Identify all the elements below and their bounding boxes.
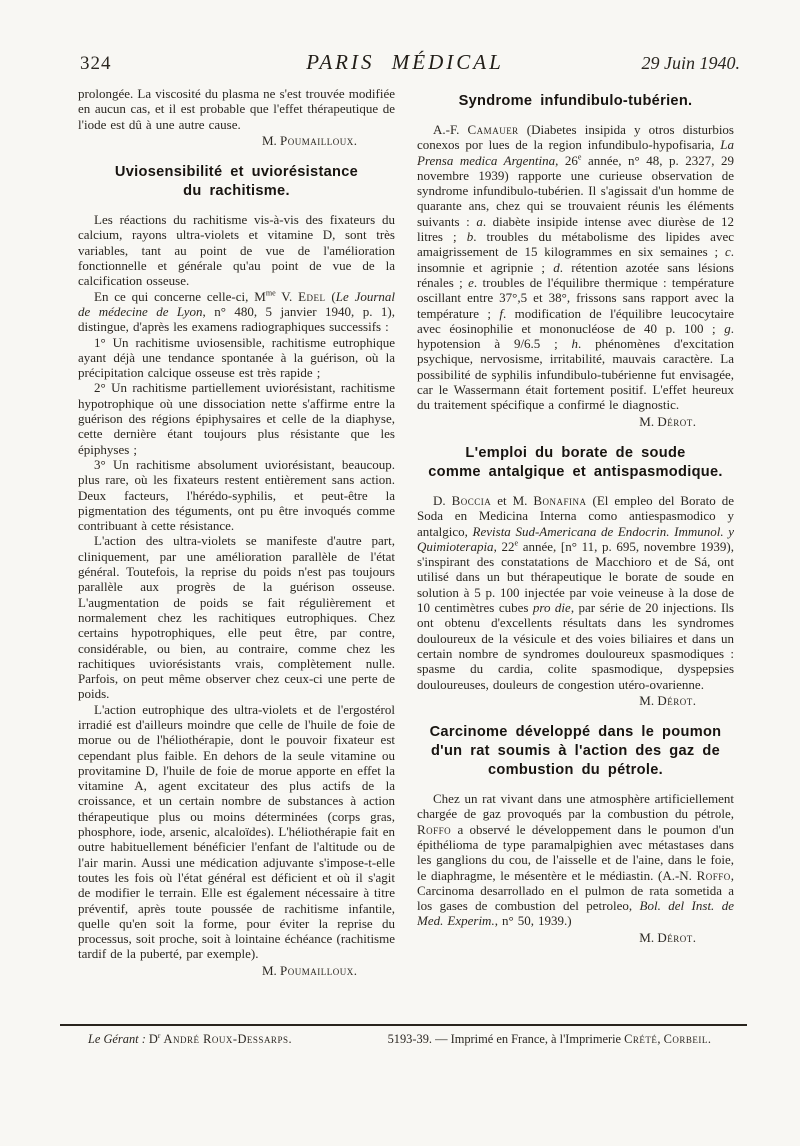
left-column [78, 86, 395, 1022]
text-segment: Roffo [696, 867, 731, 883]
text-segment: Poumailloux [280, 132, 354, 148]
text-segment: Roffo [417, 821, 452, 837]
author-signature [78, 133, 395, 148]
text-segment: Dérot [657, 413, 693, 429]
heading-line: Carcinome développé dans le poumon [429, 724, 722, 741]
text-segment: . [692, 929, 696, 945]
text-segment: Bol. del Inst. de Med. Experim. [417, 898, 734, 929]
text-segment: L'action eutrophique des ultra-violets et de l'ergostérol irradié est d'ailleurs moindre que celle de l'huile de foie de morue ou de l'héliothérapie, dont le pouvoir fixateur est cependant plus faible. En dehors de la seule vitamine ou provitamine D, l'huile de foie de morue apporte en effet la vitamine A, agent excitateur des plus actifs de la croissance, et un certain nombre de substances à action thérapeutique plus ou moins déterminées (corps gras, phosphore, iode, arsenic, alcaloïdes). L'héliothérapie fait en outre habituellement bénéficier l'enfant de l'altitude ou de l'air marin. Aussi une médication adjuvante s'impose-t-elle toutes les fois où l'état général est déficient et où il s'agit de modifier le terrain. Elle est également nécessaire à titre préventif, après toute poussée de rachitisme infantile, quelle qu'en soit la forme, pour éviter la reprise du processus, soit proche, soit à lointaine échéance (rachitisme tardif de la puberté, par exemple). [78, 701, 395, 962]
text-segment: , 22 [493, 538, 515, 554]
text-segment: , par série de 20 injections. Ils ont obtenu d'excellents résultats dans les syndromes douloureux de la vésicule et des voies biliaires et dans un certain nombre de syndromes douloureux spasmodiques : spasme du cardia, colite spasmodique, dyspepsies douloureuses, douleurs de congestion utéro-ovarienne. [417, 600, 734, 692]
section-heading [423, 92, 728, 111]
body-paragraph [78, 380, 395, 456]
text-segment: V. [275, 288, 299, 304]
text-segment: et M. [491, 492, 534, 508]
text-segment: a [476, 213, 483, 229]
right-column [417, 86, 734, 1022]
text-segment: ( [325, 288, 336, 304]
text-segment: , [657, 1032, 664, 1046]
text-segment: . diabète insipide intense avec diurèse de 12 litres ; [417, 213, 734, 245]
text-segment: M. [261, 962, 281, 978]
body-paragraph [78, 335, 395, 381]
text-segment: A.-F. [433, 122, 468, 137]
body-paragraph [78, 86, 395, 132]
heading-line: d'un rat soumis à l'action des gaz de [430, 743, 721, 760]
text-segment: b [466, 229, 474, 245]
text-segment: a observé le développement dans le poumon d'un épithélioma de type paramalpighien avec métastases dans les ganglions du cou, de l'aisselle et de l'aine, dans le foie, le diaphragme, le mésentère et le médiastin. (A.-N. [417, 821, 734, 883]
author-signature [417, 414, 734, 429]
text-segment: année, [n° 11, p. 695, novembre 1939), s'inspirant des constatations de Macchioro et de Sá, ont utilisé dans un but thérapeutique le borate de soude en solution à 5 p. 100 injectée par voie veineuse à la dose de 10 centimètres cubes [417, 538, 734, 616]
text-segment: r [157, 1030, 161, 1040]
page-footer [60, 1032, 747, 1047]
text-segment: Camauer [467, 122, 519, 137]
text-segment: Les réactions du rachitisme vis-à-vis des fixateurs du calcium, rayons ultra-violets et vitamine D, sont très variables, tant au point de vue de l'amélioration fonctionnelle et générale qu'au point de vue de la calcification osseuse. [78, 212, 395, 289]
section-heading [423, 444, 728, 482]
body-paragraph [417, 122, 734, 413]
text-segment: André Roux-Dessarps [163, 1032, 289, 1046]
text-segment: f [499, 305, 503, 321]
body-paragraph [78, 533, 395, 701]
text-segment: Poumailloux [280, 962, 354, 978]
text-segment: M. [639, 692, 658, 708]
text-segment: e [577, 152, 582, 162]
text-segment: 3° Un rachitisme absolument uviorésistant, beaucoup. plus rare, où les fixateurs restent entièrement sans action. Deux facteurs, l'hérédo-syphilis, et peut-être la pigmentation des téguments, ont pu être invoqués comme contribuant à cette résistance. [78, 456, 395, 534]
journal-title: PARIS MÉDICAL [306, 50, 504, 74]
text-segment: année, n° 48, p. 2327, 29 novembre 1939) rapporte une curieuse observation de syndrome infundibulo-tubérien. Il s'agissait d'un homme de quarante ans, chez qui se trouvaient réunis les éléments suivants : [417, 152, 734, 229]
heading-line: comme antalgique et antispasmodique. [428, 463, 723, 480]
text-segment: 5193-39. — Imprimé en France, à l'Imprimerie [387, 1032, 625, 1046]
section-heading [84, 163, 389, 201]
text-segment: . insomnie et agripnie ; [417, 244, 734, 275]
text-segment: c [724, 244, 731, 260]
text-segment: Bonafina [533, 492, 587, 508]
text-segment: . [692, 692, 696, 708]
text-segment: Edel [298, 288, 326, 304]
heading-line: Syndrome infundibulo-tubérien. [458, 93, 693, 109]
heading-line: Uviosensibilité et uviorésistance [114, 164, 359, 181]
text-segment: Corbeil [663, 1032, 708, 1046]
text-segment: En ce qui concerne celle-ci, M [94, 288, 266, 304]
text-segment: . phénomènes d'excitation psychique, nervosisme, irritabilité, mauvais caractère. La possibilité de syphilis infundibulo-tubérienne fut envisagée, car le Wassermann était fortement positif. L'effet heureux du traitement spécifique a confirmé le diagnostic. [417, 336, 734, 413]
text-segment: M. [261, 132, 281, 148]
text-segment: . hypotension à 9/6.5 ; [417, 320, 734, 352]
text-segment: Boccia [451, 492, 492, 508]
text-segment: 1° Un rachitisme uviosensible, rachitisme eutrophique ayant déjà une tendance spontanée à la guérison, où la précipitation calcique osseuse est très rapide ; [78, 334, 395, 381]
body-paragraph [78, 457, 395, 533]
text-segment: . [692, 413, 696, 429]
text-segment: d [553, 259, 560, 275]
text-segment: h [571, 336, 579, 352]
body-paragraph [78, 702, 395, 962]
text-segment: , Carcinoma desarrollado en el pulmon de rata sometida a los gases de combustion del petroleo, [417, 867, 734, 914]
text-segment: e [514, 538, 519, 548]
body-paragraph [78, 212, 395, 288]
text-segment: me [265, 288, 276, 298]
text-segment: . rétention azotée sans lésions rénales ; [417, 259, 734, 290]
text-segment: pro die [532, 600, 571, 616]
text-segment: (El empleo del Borato de Soda en Medicina Interna como antiespasmodico y antalgico, [417, 492, 734, 539]
text-segment: Chez un rat vivant dans une atmosphère artificiellement chargée de gaz provoqués par la combustion du pétrole, [417, 791, 734, 822]
section-heading [423, 723, 728, 780]
author-signature [417, 693, 734, 708]
text-segment: . troubles de l'équilibre thermique : température oscillant entre 37°,5 et 38°, frissons sans rapport avec la température ; [417, 274, 734, 321]
text-segment: Dérot [657, 929, 693, 945]
text-segment: M. [639, 413, 658, 429]
text-segment: . [707, 1032, 711, 1046]
page-header [80, 50, 740, 75]
article-columns [78, 86, 734, 1022]
author-signature [417, 930, 734, 945]
text-segment: Le Gérant : [88, 1032, 149, 1046]
text-segment: . troubles du métabolisme des lipides avec amaigrissement de 15 kilogrammes en six semaines ; [417, 229, 734, 260]
body-paragraph [417, 493, 734, 692]
heading-line: combustion du pétrole. [488, 762, 663, 779]
text-segment: . [353, 132, 357, 148]
text-segment: , 26 [555, 152, 578, 168]
text-segment: Crété [624, 1032, 658, 1046]
text-segment: Dérot [657, 692, 693, 708]
heading-line: L'emploi du borate de soude [465, 444, 686, 461]
text-segment: . [353, 962, 357, 978]
text-segment: , n° 480, 5 janvier 1940, p. 1), distingue, d'après les examens radiographiques successifs : [78, 303, 395, 335]
body-paragraph [417, 791, 734, 929]
text-segment: Revista Sud-Americana de Endocrin. Immunol. y Quimioterapia [417, 523, 734, 554]
text-segment: prolongée. La viscosité du plasma ne s'est trouvée modifiée en aucun cas, et il est probable que l'effet thérapeutique de l'iode est dû à une autre cause. [78, 86, 395, 132]
body-paragraph [78, 289, 395, 335]
heading-line: du rachitisme. [183, 183, 290, 200]
text-segment: D [148, 1032, 158, 1046]
issue-date: 29 Juin 1940. [641, 53, 740, 73]
text-segment: g [724, 320, 731, 336]
text-segment: La Prensa medica Argentina [417, 137, 734, 168]
text-segment: (Diabetes insipida y otros disturbios conexos por lues de la region infundibulo-hypofisaria, [417, 122, 734, 153]
footer-imprint [388, 1032, 711, 1047]
text-segment: D. [433, 492, 452, 508]
footer-gerant [88, 1032, 292, 1047]
text-segment: M. [639, 929, 658, 945]
page-number: 324 [80, 53, 112, 74]
text-segment: Le Journal de médecine de Lyon [78, 288, 395, 319]
text-segment: L'action des ultra-violets se manifeste d'autre part, cliniquement, par une amélioration parallèle de l'état général. Toutefois, la reprise du poids n'est pas toujours parallèle aux progrès de la guérison osseuse. L'augmentation de poids se fait régulièrement et normalement chez les rachitiques eutrophiques. Chez certains hypotrophiques, elle peut être, par contre, considérable, ou bien, au contraire, comme chez les rachitiques uviorésistants vrais, complètement nulle. Parfois, on peut même observer chez ceux-ci une perte de poids. [78, 533, 395, 702]
author-signature [78, 963, 395, 978]
text-segment: . modification de l'équilibre leucocytaire avec éosinophilie et mononucléose de 40 p. 100 ; [417, 305, 734, 336]
text-segment: 2° Un rachitisme partiellement uviorésistant, rachitisme hypotrophique où une dissociation nette s'affirme entre la guérison des régions épiphysaires et celle de la diaphyse, cette dernière étant toujours plus résistante que les épiphyses ; [78, 380, 395, 457]
text-segment: , n° 50, 1939.) [494, 913, 572, 929]
text-segment: e [468, 274, 474, 290]
text-segment: . [288, 1032, 292, 1046]
footer-divider [60, 1024, 747, 1026]
